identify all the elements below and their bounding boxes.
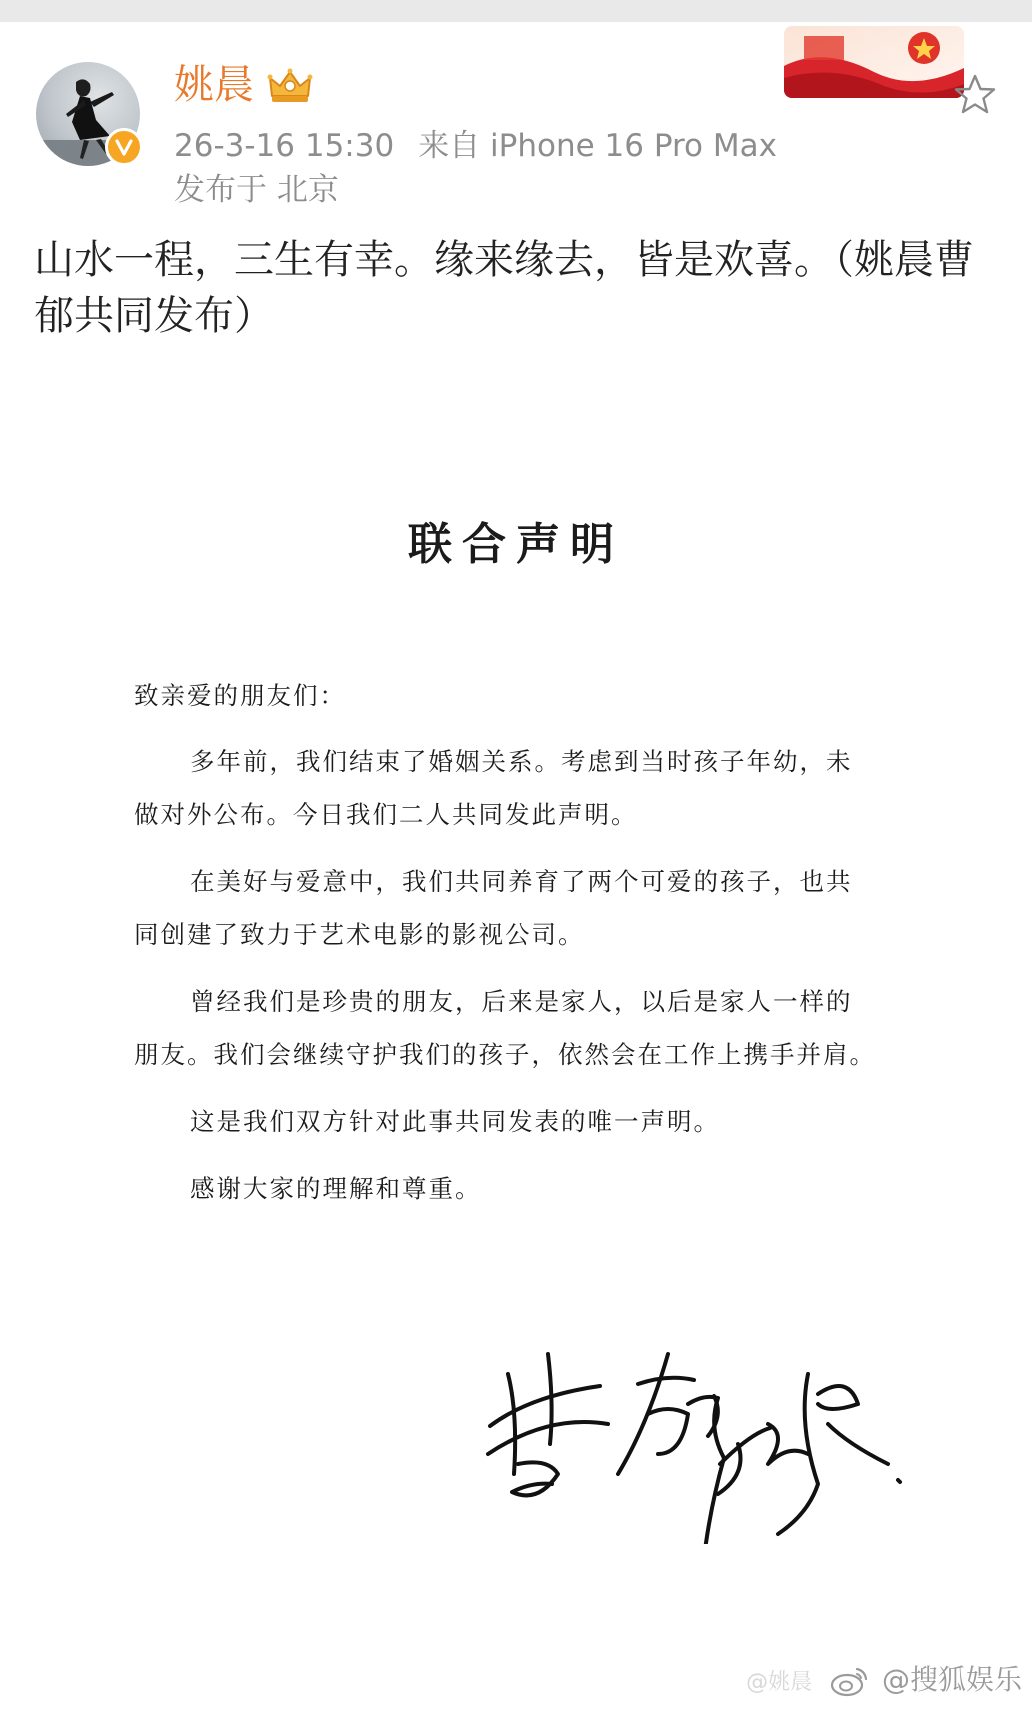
statement-paragraph-line: 这是我们双方针对此事共同发表的唯一声明。 [190,1107,720,1136]
statement-paragraph-line: 多年前，我们结束了婚姻关系。考虑到当时孩子年幼，未 [190,747,853,776]
statement-paragraph-line: 做对外公布。今日我们二人共同发此声明。 [134,800,638,829]
post-text-line: 山水一程，三生有幸。缘来缘去，皆是欢喜。（姚晨曹 [34,237,974,283]
statement-paragraph-line: 曾经我们是珍贵的朋友，后来是家人，以后是家人一样的 [190,987,853,1016]
verified-badge-icon [105,128,143,166]
weibo-icon [829,1665,869,1697]
flag-banner-icon [784,26,964,98]
watermark-text: @搜狐娱乐 [881,1663,1022,1696]
statement-paragraph-line: 朋友。我们会继续守护我们的孩子，依然会在工作上携手并肩。 [134,1040,876,1069]
crown-badge-icon[interactable] [266,66,314,106]
handwritten-signature [468,1344,948,1544]
statement-paragraph-line: 同创建了致力于艺术电影的影视公司。 [134,920,585,949]
statement-paragraph-line: 感谢大家的理解和尊重。 [190,1174,482,1203]
post-location: 发布于 北京 [174,172,339,208]
post-source[interactable]: 来自 iPhone 16 Pro Max [418,128,777,164]
watermark [746,1660,1022,1700]
star-icon[interactable] [952,72,998,118]
post-timestamp: 26-3-16 15:30 [174,128,395,164]
meta-line [174,126,777,166]
username[interactable]: 姚晨 [174,62,254,108]
watermark-faint-text: @姚晨 [746,1670,813,1695]
top-strip [0,0,1032,22]
statement-paragraph-line: 在美好与爱意中，我们共同养育了两个可爱的孩子，也共 [190,867,853,896]
post-text-line: 郁共同发布） [34,293,274,339]
post-text [34,232,1004,344]
statement-salutation: 致亲爱的朋友们： [134,681,346,710]
statement-title: 联合声明 [408,519,624,570]
